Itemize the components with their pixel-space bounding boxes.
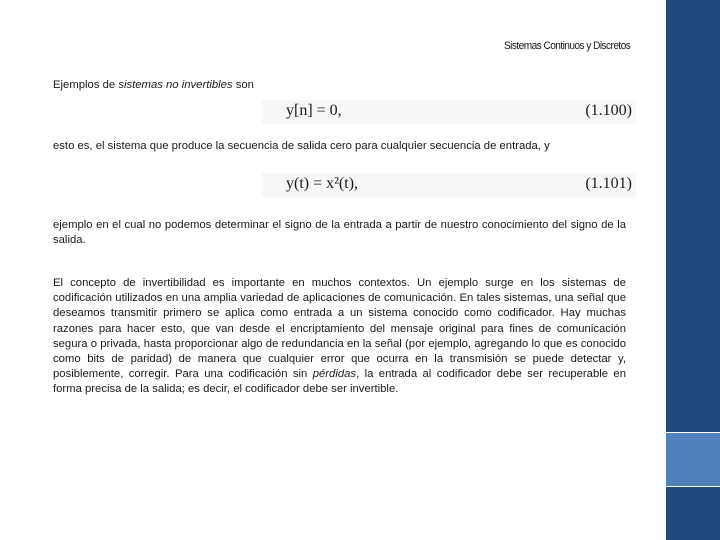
intro-text: [53, 78, 626, 93]
sidebar-block-accent: [666, 432, 720, 486]
slide-header-title: Sistemas Continuos y Discretos: [503, 40, 630, 52]
equation-1-expression: y[n] = 0,: [286, 102, 342, 119]
equation-1: [262, 100, 636, 124]
sign-paragraph: ejemplo en el cual no podemos determinar el signo de la entrada a partir de nuestro conocimiento del signo de la salida.: [53, 219, 626, 247]
sidebar-block-top: [666, 0, 720, 432]
equation-2-expression: y(t) = x²(t),: [286, 175, 359, 192]
invertibility-italic: pérdidas: [312, 368, 357, 381]
equation-2: [262, 173, 636, 197]
sidebar-decoration: [666, 0, 720, 540]
invertibility-paragraph: [53, 276, 626, 398]
invertibility-text-after: , la entrada al codificador debe ser recuperable en forma precisa de la salida; es decir, el codificador debe ser invertible.: [53, 368, 626, 396]
sidebar-divider: [666, 432, 720, 433]
equation-1-number: (1.100): [585, 102, 632, 119]
intro-suffix: son: [232, 79, 254, 91]
intro-italic: sistemas no invertibles: [118, 79, 233, 91]
sidebar-block-bottom: [666, 486, 720, 540]
invertibility-text-before: El concepto de invertibilidad es importante en muchos contextos. Un ejemplo surge en los sistemas de codificación utilizados en una amplia variedad de aplicaciones de comunicación. En tales sistemas, una señal que deseamos transmitir primero se aplica como entrada a un sistema conocido como codificador. Hay muchas razones para hacer esto, que van desde el encriptamiento del mensaje original para fines de comunicación segura o privada, hasta proporcionar algo de redundancia en la señal (por ejemplo, agregando lo que es conocido como bits de paridad) de manera que cualquier error que ocurra en la transmisión se puede detectar y, posiblemente, corregir. Para una codificación sin: [53, 277, 626, 381]
equation-2-number: (1.101): [585, 175, 632, 192]
intro-prefix: Ejemplos de: [53, 79, 119, 91]
explanation-line: esto es, el sistema que produce la secuencia de salida cero para cualquier secuencia de entrada, y: [53, 140, 550, 152]
sidebar-divider: [666, 486, 720, 487]
